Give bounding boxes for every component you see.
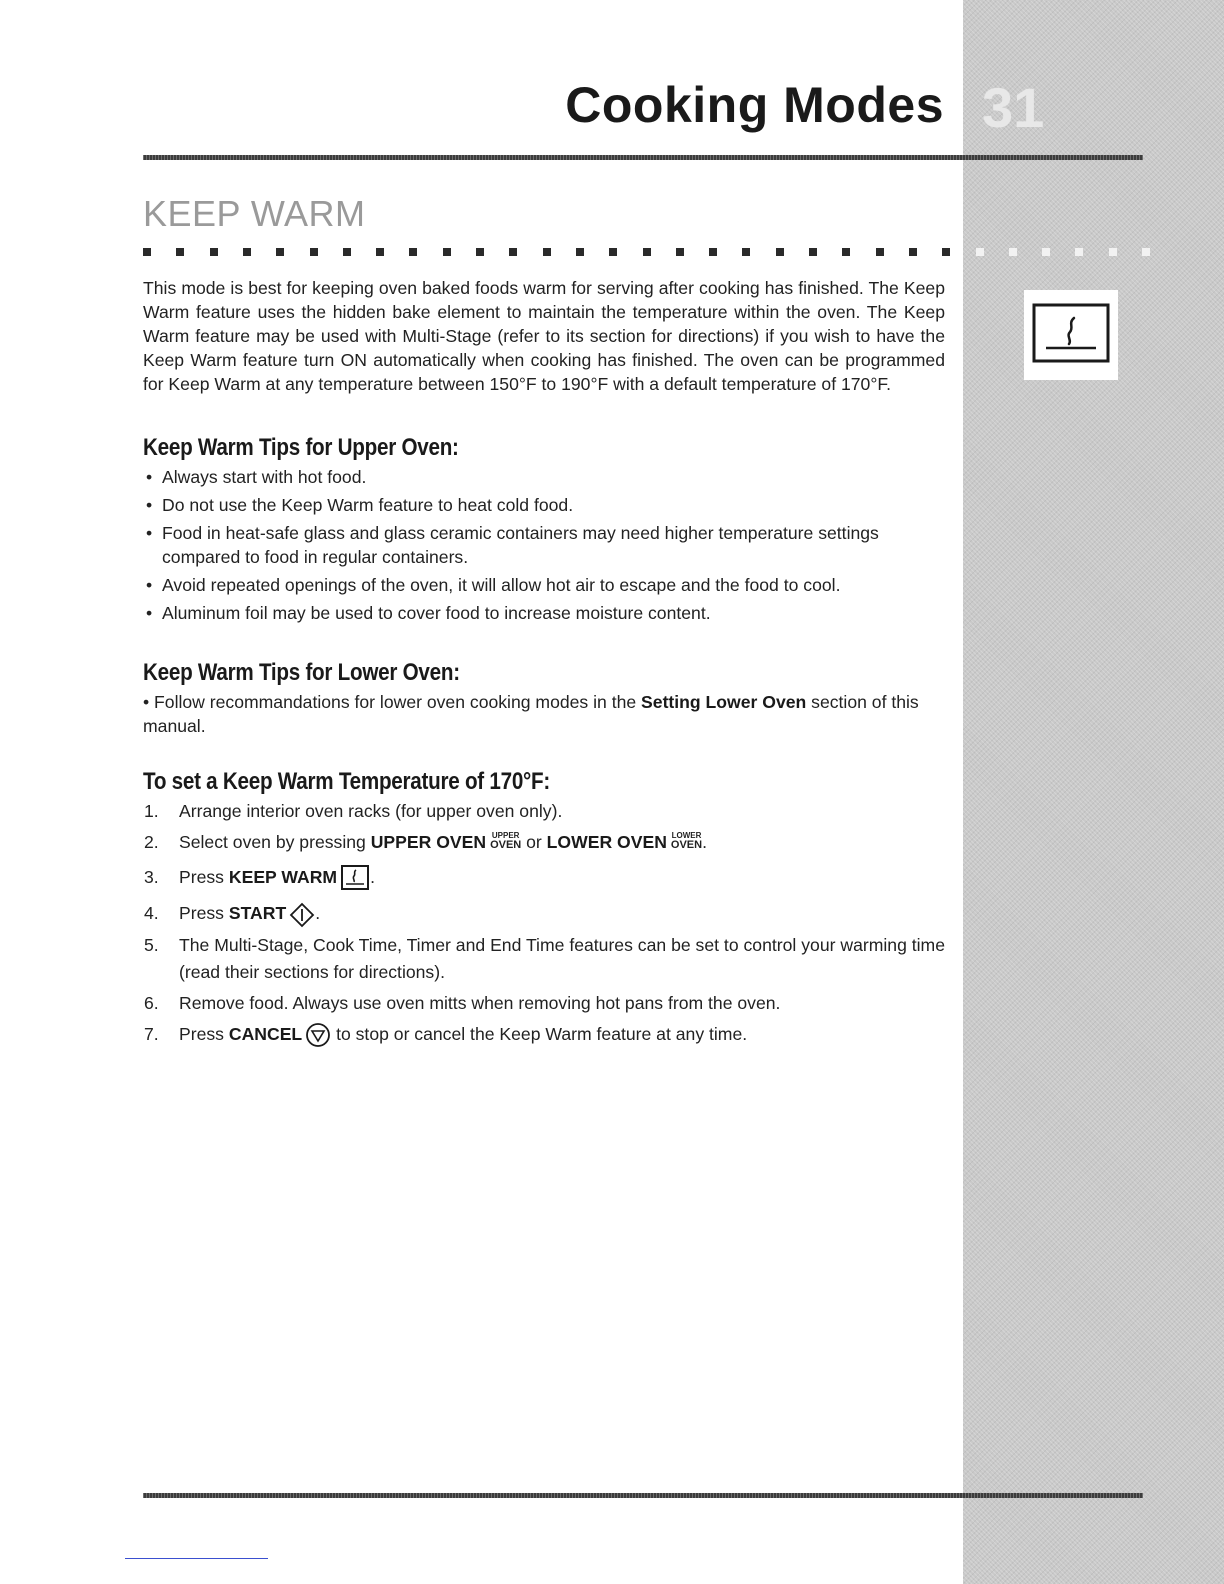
divider-square bbox=[509, 248, 517, 256]
lower-tips-bold: Setting Lower Oven bbox=[641, 692, 807, 712]
step-number: 4. bbox=[144, 903, 159, 924]
intro-paragraph: This mode is best for keeping oven baked foods warm for serving after cooking has finished. The Keep Warm feature uses the hidden bake element to maintain the temperature within the oven. The Keep Warm feature may be used with Multi-Stage (refer to its section for directions) if you wish to have the Keep Warm feature turn ON automatically when cooking has finished. The oven can be programmed for Keep Warm at any temperature between 150°F to 190°F with a default temperature of 170°F. bbox=[143, 278, 945, 394]
step-text: . bbox=[702, 832, 707, 852]
upper-tips-heading: Keep Warm Tips for Upper Oven: bbox=[143, 434, 459, 461]
divider-square bbox=[842, 248, 850, 256]
list-item: • Food in heat-safe glass and glass ceramic containers may need higher temperature settings compared to food in regular containers. bbox=[143, 521, 945, 569]
divider-square bbox=[742, 248, 750, 256]
page-title: Cooking Modes bbox=[565, 77, 944, 133]
keep-warm-button-label: KEEP WARM bbox=[228, 867, 338, 887]
divider-square bbox=[1042, 248, 1050, 256]
divider-square bbox=[676, 248, 684, 256]
step-text: Select oven by pressing bbox=[179, 832, 371, 852]
divider-square bbox=[976, 248, 984, 256]
start-button-label: START bbox=[228, 903, 287, 924]
keep-warm-icon bbox=[1024, 290, 1118, 380]
start-icon bbox=[289, 902, 315, 928]
cancel-icon bbox=[305, 1022, 331, 1048]
divider-square bbox=[809, 248, 817, 256]
divider-square bbox=[909, 248, 917, 256]
lower-tips-text-before: • Follow recommandations for lower oven cooking modes in the bbox=[143, 692, 642, 712]
list-item bbox=[143, 990, 945, 1017]
divider-square bbox=[143, 248, 151, 256]
step-text: The Multi-Stage, Cook Time, Timer and End Time features can be set to control your warming time (read their sections for directions). bbox=[179, 934, 945, 982]
divider-square bbox=[276, 248, 284, 256]
lower-tips-text bbox=[143, 690, 945, 738]
page-number: 31 bbox=[982, 76, 1045, 139]
divider-square bbox=[210, 248, 218, 256]
step-number: 7. bbox=[144, 1023, 159, 1044]
divider-square bbox=[643, 248, 651, 256]
divider-square bbox=[609, 248, 617, 256]
step-number: 3. bbox=[144, 867, 159, 887]
step-number: 1. bbox=[144, 801, 159, 821]
lower-oven-key-top: LOWER bbox=[671, 830, 702, 840]
divider-square bbox=[942, 248, 950, 256]
list-item: • Aluminum foil may be used to cover food to increase moisture content. bbox=[143, 601, 945, 625]
step-text: Remove food. Always use oven mitts when removing hot pans from the oven. bbox=[179, 992, 781, 1013]
divider-square bbox=[876, 248, 884, 256]
upper-oven-key-icon bbox=[490, 832, 521, 851]
footer-link-line bbox=[125, 1558, 268, 1559]
upper-oven-button-label: UPPER OVEN bbox=[370, 832, 487, 852]
steps-list bbox=[143, 798, 945, 1048]
divider-square bbox=[1109, 248, 1117, 256]
list-item: • Avoid repeated openings of the oven, it will allow hot air to escape and the food to cool. bbox=[143, 573, 945, 597]
step-text: . bbox=[315, 903, 321, 924]
lower-tips-text-after: section of this manual. bbox=[143, 692, 919, 736]
list-item bbox=[143, 1021, 945, 1048]
lower-oven-key-bottom: OVEN bbox=[670, 838, 703, 851]
divider-square bbox=[776, 248, 784, 256]
step-number: 5. bbox=[144, 934, 159, 955]
divider-square bbox=[1009, 248, 1017, 256]
step-number: 6. bbox=[144, 992, 159, 1013]
sidebar-band bbox=[963, 0, 1224, 1584]
step-text: Arrange interior oven racks (for upper oven only). bbox=[179, 801, 563, 821]
list-item: • Do not use the Keep Warm feature to heat cold food. bbox=[143, 493, 945, 517]
lower-tips-heading: Keep Warm Tips for Lower Oven: bbox=[143, 659, 460, 686]
section-title: KEEP WARM bbox=[143, 193, 366, 234]
step-text: Press bbox=[179, 867, 229, 887]
lower-oven-key-icon bbox=[671, 832, 702, 851]
list-item: • Always start with hot food. bbox=[143, 465, 945, 489]
divider-square bbox=[1142, 248, 1150, 256]
main-content bbox=[143, 276, 945, 1052]
step-text: . bbox=[370, 867, 375, 887]
divider-square bbox=[243, 248, 251, 256]
square-divider bbox=[143, 248, 1143, 258]
divider-square bbox=[1075, 248, 1083, 256]
keep-warm-icon bbox=[340, 864, 370, 892]
divider-square bbox=[576, 248, 584, 256]
upper-tips-list bbox=[143, 465, 945, 625]
divider-square bbox=[543, 248, 551, 256]
step-text: to stop or cancel the Keep Warm feature at any time. bbox=[331, 1023, 748, 1044]
divider-square bbox=[343, 248, 351, 256]
header-rule bbox=[143, 155, 1143, 160]
list-item bbox=[143, 864, 945, 892]
upper-oven-key-bottom: OVEN bbox=[490, 838, 522, 851]
step-text: Press bbox=[179, 1023, 229, 1044]
footer-rule bbox=[143, 1493, 1143, 1498]
step-text: or bbox=[521, 832, 547, 852]
divider-square bbox=[310, 248, 318, 256]
upper-oven-key-top: UPPER bbox=[491, 830, 520, 840]
list-item bbox=[143, 798, 945, 825]
step-number: 2. bbox=[144, 832, 159, 852]
divider-square bbox=[709, 248, 717, 256]
cancel-button-label: CANCEL bbox=[228, 1023, 303, 1044]
divider-square bbox=[176, 248, 184, 256]
step-text: Press bbox=[179, 903, 229, 924]
divider-square bbox=[443, 248, 451, 256]
list-item bbox=[143, 932, 945, 986]
divider-square bbox=[376, 248, 384, 256]
list-item bbox=[143, 900, 945, 927]
divider-square bbox=[409, 248, 417, 256]
divider-square bbox=[476, 248, 484, 256]
steps-heading: To set a Keep Warm Temperature of 170°F: bbox=[143, 768, 551, 795]
lower-oven-button-label: LOWER OVEN bbox=[546, 832, 667, 852]
list-item bbox=[143, 829, 945, 856]
